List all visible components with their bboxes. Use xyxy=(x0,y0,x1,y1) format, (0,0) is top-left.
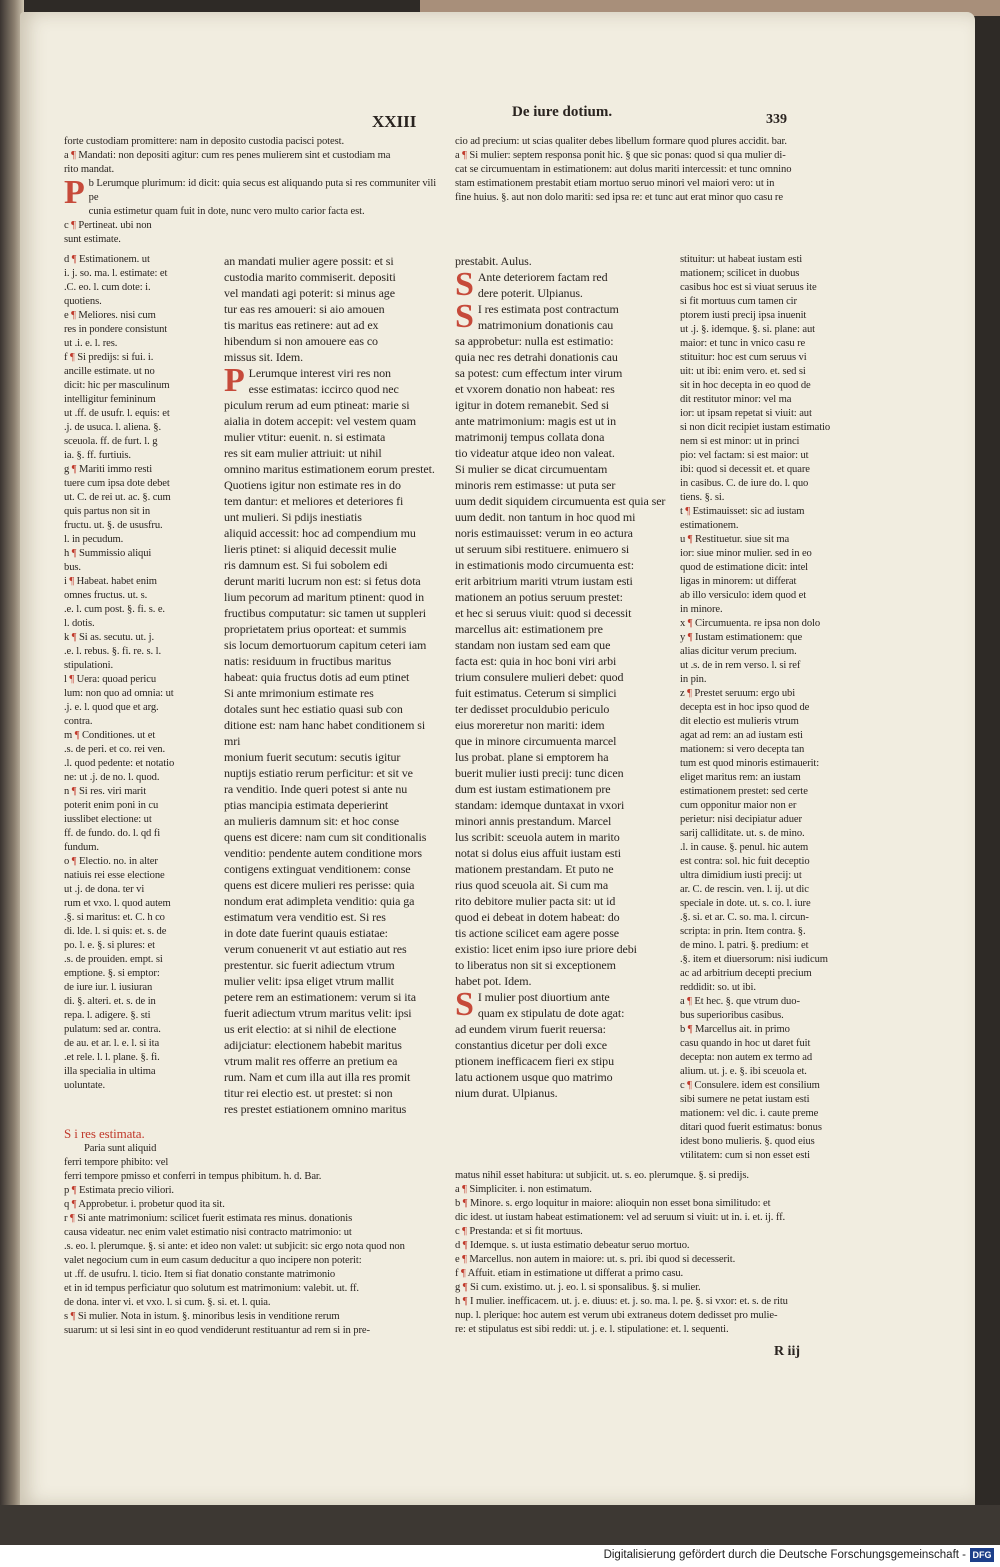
text-line: re: et stipulatus est sibi reddi: ut. j. e. l. stipulatione: et. l. sequenti. xyxy=(455,1324,729,1335)
text-line: sceuola. ff. de furt. l. g xyxy=(64,436,158,447)
text-line: in pin. xyxy=(680,674,707,685)
text-line: quotiens. xyxy=(64,296,102,307)
text-line: Lerumque interest viri res non xyxy=(248,366,391,380)
text-line: natis: residuum in fructibus maritus xyxy=(224,654,392,668)
text-line: ultra dimidium iusti precij: ut xyxy=(680,870,802,881)
text-line: casibus hoc est si viuat seruus ite xyxy=(680,282,817,293)
left-half xyxy=(64,253,444,1338)
text-line: ior: ut ipsam repetat si viuit: aut xyxy=(680,408,812,419)
text-line: k ¶ Si as. secutu. ut. j. xyxy=(64,632,154,643)
text-line: .et rele. l. l. plane. §. fi. xyxy=(64,1052,160,1063)
text-line: sis locum demortuorum capitum ceteri iam xyxy=(224,638,427,652)
text-line: matrimonium donationis cau xyxy=(477,318,614,332)
text-line: n ¶ Si res. viri marit xyxy=(64,786,147,797)
initial-letter-p: P xyxy=(224,362,245,399)
text-line: valet negocium cum in eum casum deducitur a quo incipere non poterit: xyxy=(64,1255,362,1266)
text-line: Si mulier se dicat circumuentam xyxy=(455,462,608,476)
text-line: ut .s. de in rem verso. l. si ref xyxy=(680,660,801,671)
text-line: sunt estimate. xyxy=(64,234,121,245)
text-line: rito debitore mulier pacta sit: ut id xyxy=(455,894,616,908)
text-line: ad eundem virum fuerit reuersa: xyxy=(455,1022,606,1036)
text-line: h ¶ Summissio aliqui xyxy=(64,548,152,559)
text-line: matus nihil esset habitura: ut subjicit. ut. s. eo. plerumque. §. si predijs. xyxy=(455,1170,749,1181)
text-line: s ¶ Si mulier. Nota in istum. §. minoribus lesis in venditione rerum xyxy=(64,1311,340,1322)
text-line: l. in pecudum. xyxy=(64,534,124,545)
text-line: natiuis rei esse electione xyxy=(64,870,165,881)
text-line: mulier velit: ipsa eliget vtrum mallit xyxy=(224,974,394,988)
text-line: ditari quod fuerit estimatus: bonus xyxy=(680,1122,822,1133)
text-line: in casibus. C. de iure do. l. quo xyxy=(680,478,809,489)
text-line: erit arbitrium mariti vtrum iustam esti xyxy=(455,574,633,588)
text-line: tio videatur atque ideo non valeat. xyxy=(455,446,615,460)
text-line: nuptijs estiatio rerum perficitur: et sit ve xyxy=(224,766,413,780)
text-line: idest bono mulieris. §. quod eius xyxy=(680,1136,815,1147)
text-line: c ¶ Pertineat. ubi non xyxy=(64,220,152,231)
text-line: ia. §. ff. furtiuis. xyxy=(64,450,131,461)
text-line: ut .ff. de usufr. l. equis: et xyxy=(64,408,170,419)
text-line: ne: ut .j. de no. l. quod. xyxy=(64,772,160,783)
text-line: stituitur: ut habeat iustam esti xyxy=(680,254,803,265)
text-line: .j. de usuca. l. aliena. §. xyxy=(64,422,162,433)
text-line: q ¶ Approbetur. i. probetur quod ita sit. xyxy=(64,1199,225,1210)
text-line: .e. l. cum post. §. fi. s. e. xyxy=(64,604,165,615)
text-line: g ¶ Mariti immo resti xyxy=(64,464,153,475)
text-line: nium durat. Ulpianus. xyxy=(455,1086,558,1100)
text-line: i ¶ Habeat. habet enim xyxy=(64,576,157,587)
text-line: mationem: vel dic. i. caute preme xyxy=(680,1108,819,1119)
text-line: di. §. alteri. et. s. de in xyxy=(64,996,156,1007)
text-line: lieris ptinet: si aliquid decessit mulie xyxy=(224,542,397,556)
text-line: g ¶ Si cum. existimo. ut. j. eo. l. si sponsalibus. §. si mulier. xyxy=(455,1282,701,1293)
running-head-title: De iure dotium. xyxy=(512,104,613,120)
gloss-rubric xyxy=(64,1125,444,1142)
text-line: adijciatur: electionem habebit maritus xyxy=(224,1038,402,1052)
text-line: forte custodiam promittere: nam in deposito custodia pacisci potest. xyxy=(64,136,345,147)
text-line: in minore. xyxy=(680,604,723,615)
text-line: mationem prestandam. Et puto ne xyxy=(455,862,614,876)
text-line: facta est: quia in hoc boni viri arbi xyxy=(455,654,617,668)
text-line: cum opponitur maior non er xyxy=(680,800,797,811)
text-line: b ¶ Minore. s. ergo loquitur in maiore: alioquin non esset bona similitudo: et xyxy=(455,1198,771,1209)
text-line: estimationem. xyxy=(680,520,739,531)
text-line: ut seruum sibi restituere. enimuero si xyxy=(455,542,630,556)
text-line: eius moreretur non mariti: idem xyxy=(455,718,605,732)
text-line: et in id tempus perficiatur quo solutum est matrimonium: valebit. ut. ff. xyxy=(64,1283,359,1294)
text-line: quod de estimatione dicit: intel xyxy=(680,562,809,573)
text-line: sit in hoc decepta in eo quod de xyxy=(680,380,811,391)
text-line: mationem: si vero decepta tan xyxy=(680,744,805,755)
dfg-logo: DFG xyxy=(970,1548,994,1562)
text-line: I res estimata post contractum xyxy=(477,302,619,316)
text-line: pulatum: sed ar. contra. xyxy=(64,1024,161,1035)
text-line: causa videatur. nec enim valet estimatio nisi contracto matrimonio: ut xyxy=(64,1227,352,1238)
rubric-text: S i res estimata. xyxy=(64,1126,145,1141)
text-line: d ¶ Idemque. s. ut iusta estimatio debeatur seruo mortuo. xyxy=(455,1240,690,1251)
text-line: ante matrimonium: magis est ut in xyxy=(455,414,617,428)
text-line: cunia estimetur quam fuit in dote, nunc vero multo carior facta est. xyxy=(88,206,365,217)
text-line: ferri tempore phibito: vel xyxy=(64,1157,169,1168)
text-line: tur eas res amoueri: si aio amouen xyxy=(224,302,385,316)
text-line: f ¶ Si predijs: si fui. i. xyxy=(64,352,154,363)
text-line: minori annis prestandum. Marcel xyxy=(455,814,612,828)
text-line: an mulieris damnum sit: et hoc conse xyxy=(224,814,400,828)
text-line: ferri tempore pmisso et conferri in tempus phibitum. h. d. Bar. xyxy=(64,1171,322,1182)
text-line: z ¶ Prestet seruum: ergo ubi xyxy=(680,688,796,699)
text-line: de dona. inter vi. et vxo. l. si cum. §. si. et. l. quia. xyxy=(64,1297,271,1308)
text-line: minoris rem estimasse: ut puta ser xyxy=(455,478,616,492)
text-line: to liberatus non sit si exceptionem xyxy=(455,958,616,972)
text-line: dotales sunt hec estiatio quasi sub con xyxy=(224,702,403,716)
text-line: l. dotis. xyxy=(64,618,95,629)
text-line: .s. de prouiden. empt. si xyxy=(64,954,163,965)
text-line: emptione. §. si emptor: xyxy=(64,968,160,979)
text-line: tiens. §. si. xyxy=(680,492,725,503)
text-line: f ¶ Affuit. etiam in estimatione ut differat a primo casu. xyxy=(455,1268,684,1279)
text-line: c ¶ Prestanda: et si fit mortuus. xyxy=(455,1226,583,1237)
text-line: missus sit. Idem. xyxy=(224,350,303,364)
text-line: ligas in minorem: ut differat xyxy=(680,576,797,587)
text-line: x ¶ Circumuenta. re ipsa non dolo xyxy=(680,618,821,629)
gloss-bottom-left xyxy=(64,1156,444,1338)
footer-bar xyxy=(0,1545,1000,1567)
text-line: us erit electio: at si nihil de electione xyxy=(224,1022,397,1036)
text-line: .s. de peri. et co. rei ven. xyxy=(64,744,166,755)
text-line: estimatum vera venditio est. Si res xyxy=(224,910,386,924)
text-line: di. lde. l. si quis: et. s. de xyxy=(64,926,167,937)
text-line: t ¶ Estimauisset: sic ad iustam xyxy=(680,506,805,517)
text-line: derunt mariti lucrum non est: si fetus dota xyxy=(224,574,421,588)
text-line: p ¶ Estimata precio viliori. xyxy=(64,1185,174,1196)
text-line: .§. si. et ar. C. so. ma. l. circun- xyxy=(680,912,809,923)
text-line: uit: ut ibi: enim vero. et. sed si xyxy=(680,366,806,377)
text-line: a ¶ Si mulier: septem responsa ponit hic. § que sic ponas: quod si qua mulier di- xyxy=(455,150,786,161)
scan-background xyxy=(0,1505,1000,1545)
text-line: cio ad precium: ut scias qualiter debes libellum formare quod plures accidit. bar. xyxy=(455,136,787,147)
text-line: uum dedit. non tantum in hoc quod mi xyxy=(455,510,636,524)
text-line: ab illo versiculo: idem quod et xyxy=(680,590,807,601)
text-line: habeat: quia fructus dotis ad eum ptinet xyxy=(224,670,410,684)
text-line: scripta: in prin. Item contra. §. xyxy=(680,926,806,937)
text-line: esse estimatas: iccirco quod nec xyxy=(248,382,399,396)
text-line: dere poterit. Ulpianus. xyxy=(477,286,583,300)
text-line: habet pot. Idem. xyxy=(455,974,532,988)
main-text-right xyxy=(455,253,670,1101)
signature-mark: R iij xyxy=(773,1344,800,1359)
text-line: aliquid accessit: hoc ad compendium mu xyxy=(224,526,416,540)
text-line: .C. eo. l. cum dote: i. xyxy=(64,282,151,293)
gloss-right-column xyxy=(680,253,870,1163)
gloss-rubric-line: Paria sunt aliquid xyxy=(84,1143,157,1154)
text-line: dic idest. ut iustam habeat estimationem: vel ad seruum si viuit: ut in. i. et. ij. ff. xyxy=(455,1212,786,1223)
text-line: I mulier post diuortium ante xyxy=(477,990,610,1004)
text-line: rius quod sceuola ait. Si cum ma xyxy=(455,878,609,892)
gloss-top-right xyxy=(455,135,870,205)
text-line: ar. C. de rescin. ven. l. ij. ut dic xyxy=(680,884,809,895)
text-line: ditione est: nam hanc habet conditionem si mri xyxy=(224,718,426,748)
text-line: bus. xyxy=(64,562,81,573)
text-line: ra venditio. Inde queri potest si ante nu xyxy=(224,782,408,796)
text-line: contra. xyxy=(64,716,93,727)
text-line: sa approbetur: nulla est estimatio: xyxy=(455,334,614,348)
text-line: piculum rerum ad eum ptineat: marie si xyxy=(224,398,410,412)
text-line: trium consulere mulieri debet: quod xyxy=(455,670,624,684)
text-line: suarum: ut si lesi sint in eo quod vendiderunt restituantur ad rem si in pre- xyxy=(64,1325,370,1336)
text-line: .§. item et diuersorum: nisi iudicum xyxy=(680,954,828,965)
text-line: vtrum malit res offerre an pretium ea xyxy=(224,1054,398,1068)
text-line: repa. l. adigere. §. sti xyxy=(64,1010,151,1021)
text-line: stam estimationem prestabit etiam mortuo seruo minori vel maiori vero: ut in xyxy=(455,178,775,189)
running-head-quire: XXIII xyxy=(372,112,417,131)
text-line: in estimationis modo circumuenta est: xyxy=(455,558,634,572)
text-line: aialia in dotem accepit: vel vestem quam xyxy=(224,414,416,428)
gloss-left-column xyxy=(64,253,214,1093)
text-line: ris damnum est. Si fui sobolem edi xyxy=(224,558,388,572)
text-line: .l. in cause. §. penul. hic autem xyxy=(680,842,809,853)
text-line: illa specialia in ultima xyxy=(64,1066,156,1077)
text-line: igitur in dotem remanebit. Sed si xyxy=(455,398,610,412)
text-line: fructibus computatur: sic tamen ut suppleri xyxy=(224,606,426,620)
text-line: tuere cum ipsa dote debet xyxy=(64,478,170,489)
text-line: bus superioribus casibus. xyxy=(680,1010,784,1021)
text-line: cat se circumuentam in estimationem: aut dolus mariti intercessit: et tunc omnino xyxy=(455,164,792,175)
text-line: uoluntate. xyxy=(64,1080,106,1091)
text-line: rito mandat. xyxy=(64,164,114,175)
text-line: quam ex stipulatu de dote agat: xyxy=(477,1006,625,1020)
text-line: sarij calliditate. ut. s. de mino. xyxy=(680,828,805,839)
text-line: ter dedisset proculdubio periculo xyxy=(455,702,610,716)
text-line: res in pondere consistunt xyxy=(64,324,168,335)
text-line: ut .ff. de usufru. l. ticio. Item si fiat donatio constante matrimonio xyxy=(64,1269,336,1280)
body-row xyxy=(64,253,870,1361)
gloss-bottom-right xyxy=(455,1169,870,1337)
initial-letter-p: P xyxy=(64,174,85,211)
text-line: quia nec res detrahi donationis cau xyxy=(455,350,618,364)
initial-letter-s: S xyxy=(455,986,474,1023)
text-line: ut .j. de dona. ter vi xyxy=(64,884,145,895)
text-line: custodia marito commiserit. depositi xyxy=(224,270,396,284)
text-line: et vxorem donatio non habeat: res xyxy=(455,382,615,396)
text-line: .j. e. l. quod que et arg. xyxy=(64,702,159,713)
text-line: de iure iur. l. iusiuran xyxy=(64,982,153,993)
text-line: rum et vxo. l. quod autem xyxy=(64,898,171,909)
text-line: m ¶ Conditiones. ut et xyxy=(64,730,156,741)
text-line: prestabit. Aulus. xyxy=(455,254,532,268)
text-line: mationem; scilicet in duobus xyxy=(680,268,800,279)
text-line: nondum erat adimpleta venditio: quia ga xyxy=(224,894,415,908)
text-line: mulier vtitur: euenit. n. si estimata xyxy=(224,430,386,444)
text-line: existio: licet enim ipso iure priore debi xyxy=(455,942,637,956)
text-line: Quotiens igitur non estimate res in do xyxy=(224,478,401,492)
text-line: de mino. l. patri. §. predium: et xyxy=(680,940,809,951)
text-line: constantius dicetur per doli exce xyxy=(455,1038,607,1052)
text-line: fuerit adiectum vtrum maritus velit: ipsi xyxy=(224,1006,412,1020)
text-line: nem si est minor: ut in princi xyxy=(680,436,800,447)
text-line: tum est quod minoris estimauerit: xyxy=(680,758,820,769)
text-line: notat si dolus eius affuit iustam esti xyxy=(455,846,621,860)
text-line: mationem an potius seruum prestet: xyxy=(455,590,623,604)
text-line: eliget maritus rem: an iustam xyxy=(680,772,801,783)
text-line: est contra: sol. hic fuit deceptio xyxy=(680,856,810,867)
text-line: ut. C. de rei ut. ac. §. cum xyxy=(64,492,171,503)
text-line: poterit enim poni in cu xyxy=(64,800,159,811)
text-line: d ¶ Estimationem. ut xyxy=(64,254,150,265)
text-line: et hec si seruus viuit: quod si decessit xyxy=(455,606,632,620)
initial-letter-s: S xyxy=(455,266,474,303)
text-line: decepta est in hoc ipso quod de xyxy=(680,702,810,713)
text-line: h ¶ I mulier. inefficacem. ut. j. e. diuus: et. j. so. ma. l. pe. §. si vxor: et. s. de ritu xyxy=(455,1296,788,1307)
text-line: fuit estimatus. Ceterum si simplici xyxy=(455,686,617,700)
text-line: speciale in dote. ut. s. co. l. iure xyxy=(680,898,811,909)
text-line: stituitur: hoc est cum seruus vi xyxy=(680,352,807,363)
text-line: a ¶ Mandati: non depositi agitur: cum res penes mulierem sint et custodiam ma xyxy=(64,150,391,161)
text-line: contigens extinguat venditionem: conse xyxy=(224,862,411,876)
main-text-left xyxy=(224,253,444,1117)
text-line: quod ei debeat in dotem habeat: do xyxy=(455,910,620,924)
gloss-top-left xyxy=(64,135,444,247)
text-line: standam: idemque duntaxat in vxori xyxy=(455,798,625,812)
text-line: .e. l. rebus. §. fi. re. s. l. xyxy=(64,646,162,657)
text-line: tis actione scilicet eam agere posse xyxy=(455,926,619,940)
text-line: decepta: non autem ex termo ad xyxy=(680,1052,813,1063)
text-line: e ¶ Marcellus. non autem in maiore: ut. s. pri. ibi quod si decesserit. xyxy=(455,1254,736,1265)
text-line: iusslibet electione: ut xyxy=(64,814,152,825)
text-line: marcellus ait: estimationem pre xyxy=(455,622,603,636)
text-line: matrimonij tempus collata dona xyxy=(455,430,605,444)
text-line: ibi: quod si decessit et. et quare xyxy=(680,464,810,475)
text-line: si non dicit recipiet iustam estimatio xyxy=(680,422,831,433)
text-line: dit restitutor minor: vel ma xyxy=(680,394,792,405)
right-half xyxy=(455,253,870,1361)
text-line: petere rem an estimationem: verum si ita xyxy=(224,990,416,1004)
text-line: b Lerumque plurimum: id dicit: quia secus est aliquando puta si res communiter vili pe xyxy=(88,178,437,203)
text-line: prestentur. sic fuerit adiectum vtrum xyxy=(224,958,395,972)
text-line: .§. si maritus: et. C. h co xyxy=(64,912,165,923)
text-line: vel mandati agi poterit: si minus age xyxy=(224,286,395,300)
text-line: monium fuerit secutum: secutis igitur xyxy=(224,750,401,764)
text-line: stipulationi. xyxy=(64,660,114,671)
text-line: quis partus non sit in xyxy=(64,506,151,517)
text-line: i. j. so. ma. l. estimate: et xyxy=(64,268,168,279)
text-line: ancille estimate. ut no xyxy=(64,366,155,377)
text-line: dit electio est mulieris vtrum xyxy=(680,716,799,727)
text-line: standam non iustam sed eam que xyxy=(455,638,611,652)
text-line: o ¶ Electio. no. in alter xyxy=(64,856,158,867)
text-line: fundum. xyxy=(64,842,99,853)
text-line: y ¶ Iustam estimationem: que xyxy=(680,632,803,643)
text-line: an mandati mulier agere possit: et si xyxy=(224,254,394,268)
text-line: lus scribit: sceuola autem in marito xyxy=(455,830,620,844)
text-line: vtilitatem: cum si non esset esti xyxy=(680,1150,810,1161)
text-line: proprietatem prius oporteat: et summis xyxy=(224,622,407,636)
text-line: quens est dicere: nam cum sit conditionalis xyxy=(224,830,427,844)
text-line: reddidit: so. ut ibi. xyxy=(680,982,756,993)
text-line: dicit: hic per masculinum xyxy=(64,380,170,391)
text-line: noris estimauisset: verum in eo actura xyxy=(455,526,633,540)
text-line: omnes fructus. ut. s. xyxy=(64,590,148,601)
text-line: maior: et tunc in vnico casu re xyxy=(680,338,806,349)
text-line: lum: non quo ad omnia: ut xyxy=(64,688,174,699)
text-line: alias dicitur verum precium. xyxy=(680,646,797,657)
page-text-area xyxy=(64,135,870,1361)
text-line: titur rei electio est. ut prestet: si non xyxy=(224,1086,393,1100)
text-line: nup. l. plerique: hoc autem est verum ubi extraneus dotem dedisset pro mulie- xyxy=(455,1310,778,1321)
text-line: casu quando in hoc ut daret fuit xyxy=(680,1038,811,1049)
text-line: que in minore circumuenta marcel xyxy=(455,734,617,748)
text-line: tem dantur: et meliores et deteriores fi xyxy=(224,494,404,508)
text-line: omnino maritus estimationem eorum prestet. xyxy=(224,462,435,476)
text-line: quens est dicere mulieri res perisse: quia xyxy=(224,878,415,892)
text-line: buerit mulier iusti precij: tunc dicen xyxy=(455,766,624,780)
text-line: sa potest: cum effectum inter virum xyxy=(455,366,623,380)
text-line: uum dedit siquidem circumuenta est quia ser xyxy=(455,494,666,508)
text-line: tis maritus eas retinere: aut ad ex xyxy=(224,318,379,332)
text-line: sibi sumere ne petat iustam esti xyxy=(680,1094,810,1105)
text-line: lus probat. plane si emptorem ha xyxy=(455,750,609,764)
funding-credit: Digitalisierung gefördert durch die Deutsche Forschungsgemeinschaft - xyxy=(603,1549,966,1561)
text-line: ac ad arbitrium decepti precium xyxy=(680,968,812,979)
text-line: b ¶ Marcellus ait. in primo xyxy=(680,1024,790,1035)
text-line: .l. quod pedente: et notatio xyxy=(64,758,175,769)
text-line: .s. eo. l. plerumque. §. si ante: et ideo non valet: ut subjicit: sic ergo nota quod non xyxy=(64,1241,405,1252)
text-line: r ¶ Si ante matrimonium: scilicet fuerit estimata res minus. donationis xyxy=(64,1213,353,1224)
text-line: estimationem prestet: sed certe xyxy=(680,786,808,797)
top-gloss-row xyxy=(64,135,870,247)
text-line: l ¶ Uera: quoad pericu xyxy=(64,674,157,685)
text-line: c ¶ Consulere. idem est consilium xyxy=(680,1080,820,1091)
text-line: a ¶ Et hec. §. que vtrum duo- xyxy=(680,996,800,1007)
text-line: Ante deteriorem factam red xyxy=(477,270,608,284)
text-line: perietur: nisi decipiatur aduer xyxy=(680,814,802,825)
text-line: si fit mortuus cum tamen cir xyxy=(680,296,797,307)
text-line: in dote date fuerint quauis estiatae: xyxy=(224,926,388,940)
text-line: ptionem inefficacem fieri ex stipu xyxy=(455,1054,614,1068)
text-line: hibendum si non amouere eas co xyxy=(224,334,378,348)
text-line: ptias mancipia estimata deperierint xyxy=(224,798,389,812)
text-line: po. l. e. §. si plures: et xyxy=(64,940,155,951)
text-line: e ¶ Meliores. nisi cum xyxy=(64,310,156,321)
text-line: a ¶ Simpliciter. i. non estimatum. xyxy=(455,1184,592,1195)
folio-number: 339 xyxy=(766,112,787,127)
text-line: fine huius. §. aut non dolo mariti: sed ipsa re: et tunc aut erat minor quo casu re xyxy=(455,192,783,203)
text-line: res sit eam mulier attriuit: ut nihil xyxy=(224,446,382,460)
text-line: ior: siue minor mulier. sed in eo xyxy=(680,548,812,559)
text-line: verum conuenerit vt aut estiatio aut res xyxy=(224,942,407,956)
text-line: agat ad rem: an ad iustam esti xyxy=(680,730,803,741)
text-line: unt mulieri. Si pdijs inestiatis xyxy=(224,510,362,524)
text-line: u ¶ Restituetur. siue sit ma xyxy=(680,534,790,545)
text-line: ut .i. e. l. res. xyxy=(64,338,118,349)
initial-letter-s: S xyxy=(455,298,474,335)
text-line: ut .j. §. idemque. §. si. plane: aut xyxy=(680,324,815,335)
text-line: ptorem iusti precij ipsa inuenit xyxy=(680,310,807,321)
text-line: alium. ut. j. e. §. ibi sceuola et. xyxy=(680,1066,807,1077)
text-line: fructu. ut. §. de ususfru. xyxy=(64,520,163,531)
text-line: pio: vel factam: si est maior: ut xyxy=(680,450,809,461)
text-line: res prestet estiationem omnino maritus xyxy=(224,1102,407,1116)
text-line: dum est iustam estimationem pre xyxy=(455,782,611,796)
text-line: Si ante mrimonium estimate res xyxy=(224,686,374,700)
text-line: lium pecorum ad maritum ptinent: quod in xyxy=(224,590,424,604)
text-line: latu actionem usque quo matrimo xyxy=(455,1070,613,1084)
text-line: intelligitur femininum xyxy=(64,394,156,405)
text-line: ff. de fundo. do. l. qd fi xyxy=(64,828,161,839)
text-line: de au. et ar. l. e. l. si ita xyxy=(64,1038,160,1049)
text-line: rum. Nam et cum illa aut illa res promit xyxy=(224,1070,411,1084)
text-line: venditio: pendente autem conditione mors xyxy=(224,846,422,860)
